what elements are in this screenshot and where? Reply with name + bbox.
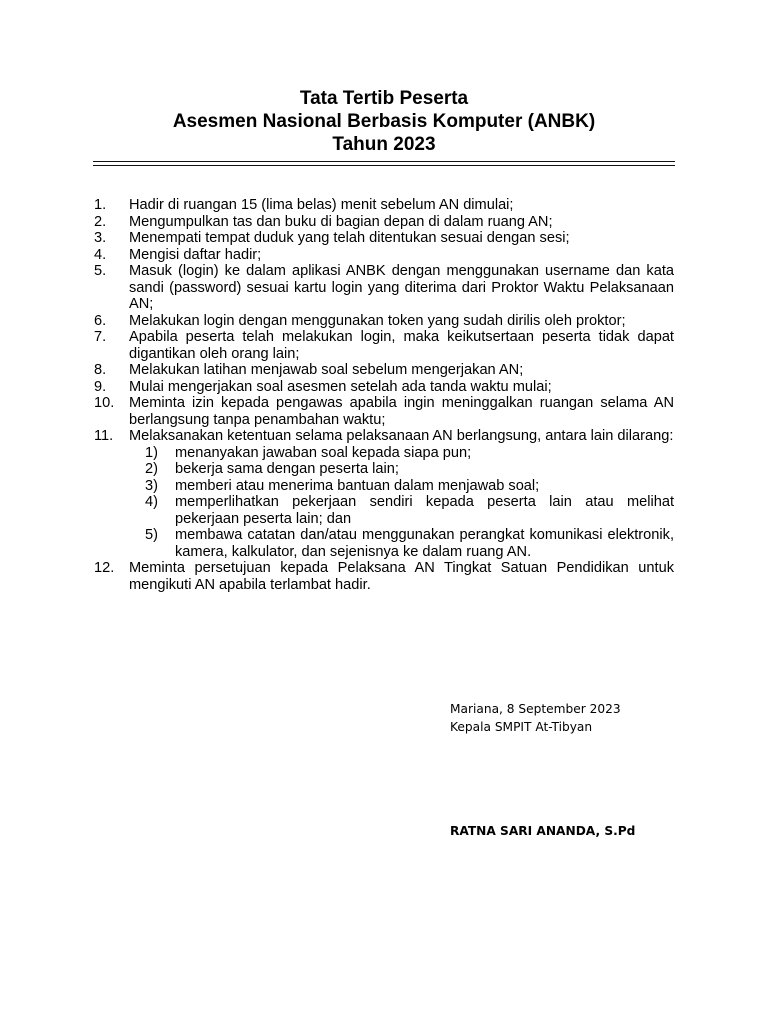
prohibited-number: 5) [145, 527, 158, 543]
rule-text: Meminta persetujuan kepada Pelaksana AN Tingkat Satuan Pendidikan untuk mengikuti AN apabila terlambat hadir. [129, 560, 674, 593]
rule-number: 3. [94, 230, 107, 246]
prohibited-number: 3) [145, 477, 158, 494]
rules-list [94, 197, 674, 593]
rule-number: 11. [94, 428, 114, 444]
rule-number: 10. [94, 395, 115, 411]
prohibited-text: menanyakan jawaban soal kepada siapa pun; [175, 444, 472, 461]
rule-text: Mengisi daftar hadir; [129, 246, 262, 263]
rule-number: 12. [94, 560, 115, 576]
header-rule-bottom [93, 165, 675, 166]
prohibited-number: 1) [145, 444, 158, 461]
prohibited-item [145, 445, 674, 462]
rule-text: Hadir di ruangan 15 (lima belas) menit sebelum AN dimulai; [129, 197, 514, 213]
prohibited-item [145, 478, 674, 495]
prohibited-number: 4) [145, 494, 158, 510]
signatory-name: RATNA SARI ANANDA, S.Pd [450, 824, 636, 838]
rule-item [94, 329, 674, 362]
rule-number: 1. [94, 197, 107, 213]
rule-item [94, 560, 674, 593]
prohibited-number: 2) [145, 461, 158, 477]
rule-number: 4. [94, 246, 107, 263]
rule-item [94, 263, 674, 313]
rule-text: Mulai mengerjakan soal asesmen setelah ada tanda waktu mulai; [129, 378, 552, 395]
rule-number: 2. [94, 213, 107, 230]
rule-number: 7. [94, 329, 107, 345]
rule-item [94, 247, 674, 264]
rule-item [94, 379, 674, 396]
rule-number: 8. [94, 362, 107, 378]
prohibited-item [145, 461, 674, 478]
rule-number: 9. [94, 378, 107, 395]
document-title: Tata Tertib Peserta [299, 88, 469, 109]
rule-text: Meminta izin kepada pengawas apabila ingin meninggalkan ruangan selama AN berlangsung tanpa penambahan waktu; [129, 395, 674, 428]
rule-text: Masuk (login) ke dalam aplikasi ANBK dengan menggunakan username dan kata sandi (password) sesuai kartu login yang diterima dari Proktor Waktu Pelaksanaan AN; [129, 263, 674, 312]
rule-item [94, 214, 674, 231]
rule-text: Melakukan latihan menjawab soal sebelum mengerjakan AN; [129, 362, 524, 378]
prohibited-item [145, 494, 674, 527]
document-header [0, 87, 768, 156]
rule-item [94, 428, 674, 445]
rule-number: 5. [94, 263, 107, 279]
prohibited-text: memberi atau menerima bantuan dalam menjawab soal; [175, 477, 540, 494]
rule-item [94, 197, 674, 214]
document-subtitle: Asesmen Nasional Berbasis Komputer (ANBK) [172, 111, 596, 132]
rule-text: Melaksanakan ketentuan selama pelaksanaan AN berlangsung, antara lain dilarang: [129, 428, 674, 444]
rule-item [94, 313, 674, 330]
document-year: Tahun 2023 [332, 134, 436, 155]
prohibited-text: membawa catatan dan/atau menggunakan perangkat komunikasi elektronik, kamera, kalkulator, dan sejenisnya ke dalam ruang AN. [175, 527, 674, 560]
rule-number: 6. [94, 312, 107, 329]
rule-text: Melakukan login dengan menggunakan token yang sudah dirilis oleh proktor; [129, 312, 626, 329]
signature-place-date: Mariana, 8 September 2023 [450, 702, 621, 716]
rule-item [94, 362, 674, 379]
prohibited-text: bekerja sama dengan peserta lain; [175, 461, 399, 477]
signature-position: Kepala SMPIT At-Tibyan [450, 720, 593, 734]
rule-text: Apabila peserta telah melakukan login, maka keikutsertaan peserta tidak dapat digantikan oleh orang lain; [129, 329, 674, 362]
prohibited-item [145, 527, 674, 560]
rule-item [94, 395, 674, 428]
rule-text: Mengumpulkan tas dan buku di bagian depan di dalam ruang AN; [129, 213, 553, 230]
header-rule-top [93, 161, 675, 162]
rule-item [94, 230, 674, 247]
prohibited-text: memperlihatkan pekerjaan sendiri kepada peserta lain atau melihat pekerjaan peserta lain; dan [175, 494, 674, 527]
rule-text: Menempati tempat duduk yang telah ditentukan sesuai dengan sesi; [129, 230, 570, 246]
